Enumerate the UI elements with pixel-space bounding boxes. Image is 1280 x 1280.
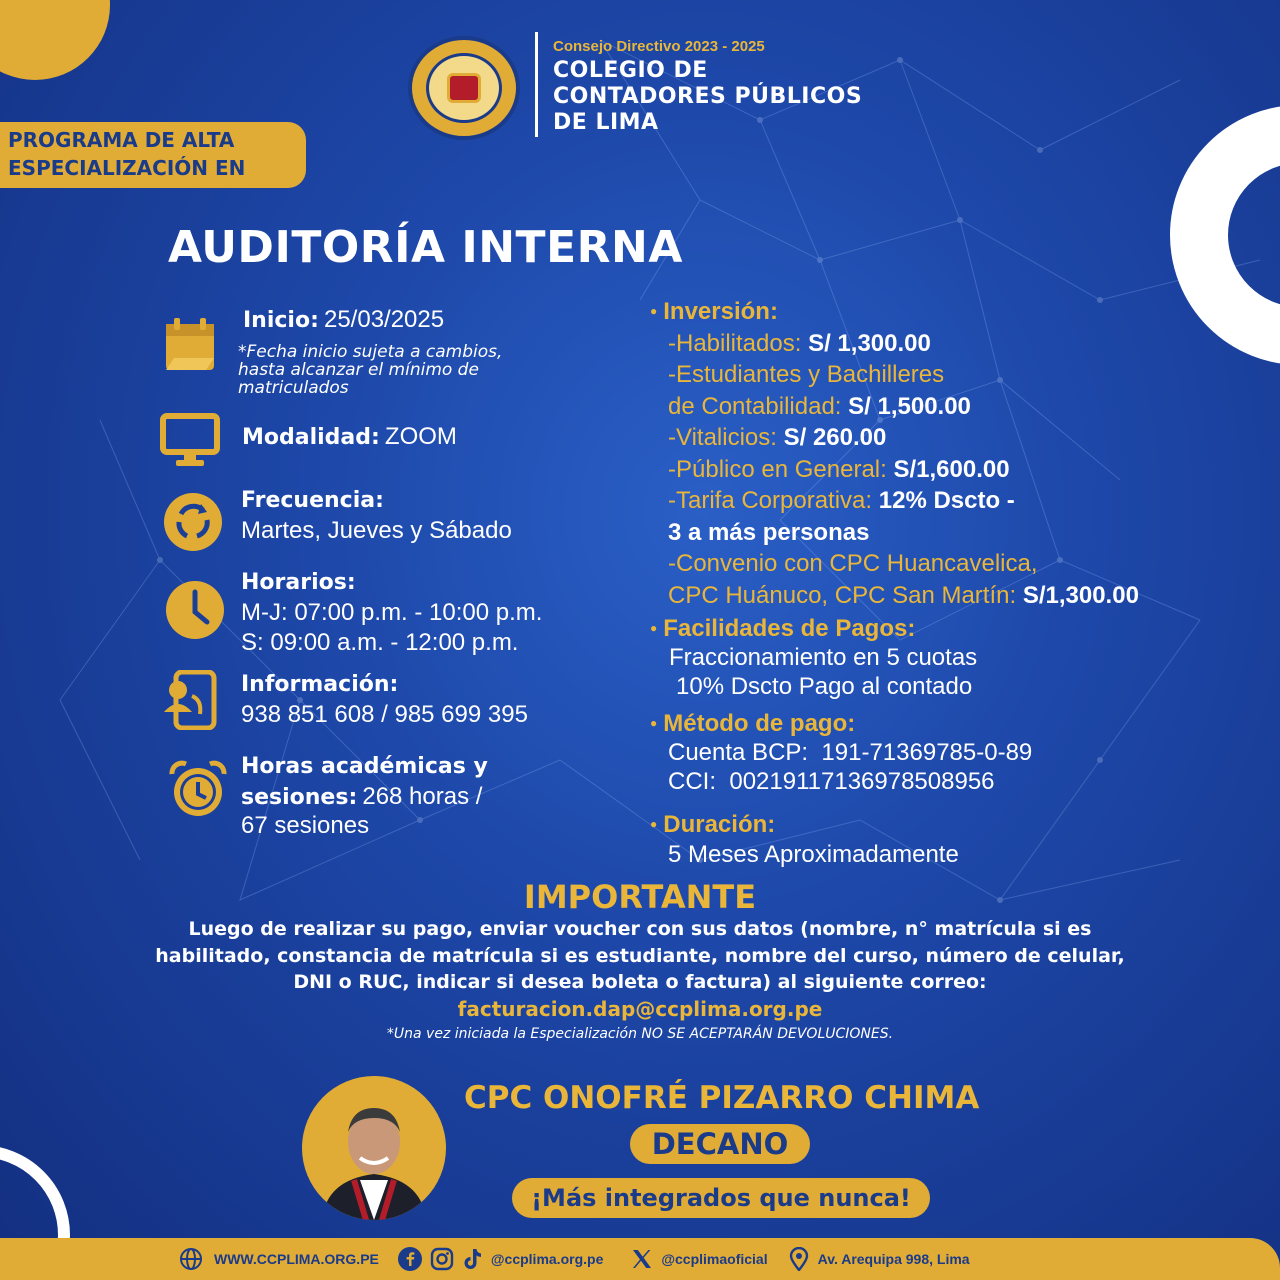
- footer-bar: [0, 1238, 1280, 1280]
- modalidad-row: Modalidad: ZOOM: [242, 423, 457, 450]
- program-badge: PROGRAMA DE ALTA ESPECIALIZACIÓN EN: [0, 122, 306, 188]
- social-handle[interactable]: @ccplima.org.pe: [490, 1251, 604, 1267]
- tiktok-icon[interactable]: [459, 1246, 485, 1272]
- investment-section: ● Inversión: -Habilitados: S/ 1,300.00 -Estudiantes y Bachilleres de Contabilidad: S/ 1,500.00 -Vitalicios: S/ 260.00 -Público en General: S/1,600.00 -Tarifa Corporativa: 12% Dscto - 3 a más personas -Convenio con CPC Huancavelica, CPC Huánuco, CPC San Martín: S/1,300.00: [650, 296, 1139, 611]
- dean-photo: [302, 1076, 446, 1220]
- horarios-line1: M-J: 07:00 p.m. - 10:00 p.m.: [241, 599, 543, 626]
- college-name: COLEGIO DE CONTADORES PÚBLICOS DE LIMA: [553, 58, 863, 135]
- informacion-label: Información:: [241, 672, 399, 697]
- important-body: Luego de realizar su pago, enviar voucher con sus datos (nombre, n° matrícula si es habilitado, constancia de matrícula si es estudiante, nombre del curso, número de celular, DNI o RUC, indicar si desea boleta o factura) al siguiente correo:: [155, 918, 1125, 993]
- inicio-note: *Fecha inicio sujeta a cambios, hasta alcanzar el mínimo de matriculados: [238, 342, 503, 398]
- billing-email-link[interactable]: facturacion.dap@ccplima.org.pe: [457, 997, 823, 1021]
- horas-label-1: Horas académicas y: [241, 754, 488, 779]
- college-seal-logo: [408, 36, 520, 140]
- horas-value-2: 67 sesiones: [241, 812, 370, 839]
- phone-info-icon: [162, 670, 222, 730]
- calendar-icon: [160, 316, 220, 376]
- header-divider: [535, 32, 538, 137]
- address: Av. Arequipa 998, Lima: [817, 1251, 970, 1267]
- frecuencia-label: Frecuencia:: [241, 488, 384, 513]
- no-refund-disclaimer: *Una vez iniciada la Especialización NO SE ACEPTARÁN DEVOLUCIONES.: [386, 1026, 894, 1042]
- investment-heading: ● Inversión:: [650, 296, 1139, 328]
- x-icon[interactable]: [629, 1246, 655, 1272]
- horarios-label: Horarios:: [241, 570, 356, 595]
- clock-icon: [165, 580, 225, 640]
- course-title: AUDITORÍA INTERNA: [168, 222, 683, 273]
- monitor-icon: [160, 410, 220, 470]
- frecuencia-value: Martes, Jueves y Sábado: [241, 517, 512, 544]
- payment-facilities-section: ● Facilidades de Pagos: Fraccionamiento en 5 cuotas 10% Dscto Pago al contado: [650, 614, 977, 701]
- payment-method-section: ● Método de pago: Cuenta BCP: 191-71369785-0-89 CCI: 00219117136978508956: [650, 709, 1032, 796]
- cycle-icon: [163, 492, 223, 552]
- informacion-value: 938 851 608 / 985 699 395: [241, 701, 528, 728]
- instagram-icon[interactable]: [429, 1246, 455, 1272]
- inicio-row: Inicio: 25/03/2025: [243, 306, 445, 333]
- important-title: IMPORTANTE: [523, 878, 757, 916]
- council-period: Consejo Directivo 2023 - 2025: [553, 38, 765, 55]
- location-icon: [786, 1246, 812, 1272]
- slogan-badge: ¡Más integrados que nunca!: [512, 1178, 930, 1218]
- facebook-icon[interactable]: [397, 1246, 423, 1272]
- horas-row: sesiones: 268 horas /: [241, 783, 483, 810]
- alarm-clock-icon: [168, 760, 228, 820]
- dean-role-badge: DECANO: [630, 1124, 810, 1164]
- dean-name: CPC ONOFRÉ PIZARRO CHIMA: [464, 1080, 980, 1116]
- duration-section: ● Duración: 5 Meses Aproximadamente: [650, 809, 959, 870]
- website-link[interactable]: WWW.CCPLIMA.ORG.PE: [214, 1251, 379, 1267]
- globe-icon: [178, 1246, 204, 1272]
- horarios-line2: S: 09:00 a.m. - 12:00 p.m.: [241, 629, 519, 656]
- x-handle[interactable]: @ccplimaoficial: [661, 1251, 768, 1267]
